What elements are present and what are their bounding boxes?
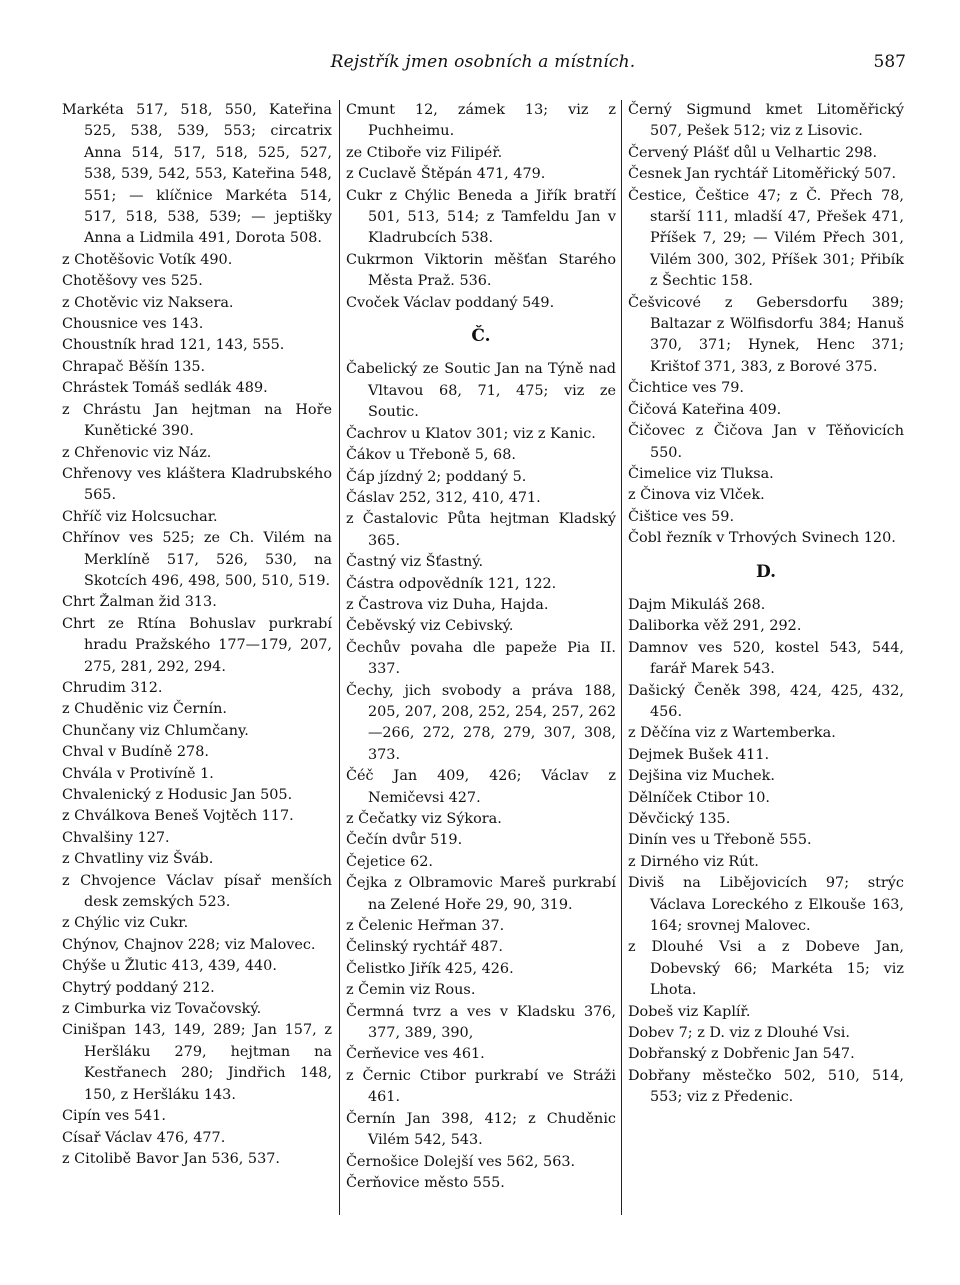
index-entry: Čejka z Olbramovic Mareš purkrabí na Zelené Hoře 29, 90, 319. [346, 875, 616, 913]
index-entry: Černý Sigmund kmet Litoměřický 507, Pešek 512; viz z Lisovic. [628, 102, 904, 140]
index-entry: Dobev 7; z D. viz z Dlouhé Vsi. [628, 1025, 850, 1042]
index-entry: z Chrástu Jan hejtman na Hoře Kunětické 390. [62, 401, 332, 440]
index-entry: Čobl řezník v Trhových Svinech 120. [628, 530, 896, 547]
index-entry: Dejmek Bušek 411. [628, 746, 770, 763]
index-entry: Chýnov, Chajnov 228; viz Malovec. [62, 936, 316, 953]
index-entry: Čachrov u Klatov 301; viz z Kanic. [346, 425, 596, 442]
index-entry: Diviš na Libějovicích 97; strýc Václava Loreckého z Elkouše 163, 164; srovnej Malovec. [628, 875, 904, 935]
index-entry: Čermná tvrz a ves v Kladsku 376, 377, 389, 390, [346, 1003, 616, 1042]
index-entry: Dašický Čeněk 398, 424, 425, 432, 456. [628, 682, 904, 720]
index-entry: Čelistko Jiřík 425, 426. [346, 960, 514, 977]
index-entry: Černošice Dolejší ves 562, 563. [346, 1153, 576, 1170]
index-entry: Černín Jan 398, 412; z Chuděnic Vilém 542, 543. [346, 1110, 616, 1149]
index-entry: z Čelenic Heřman 37. [346, 918, 505, 935]
index-entry: Čechův povaha dle papeže Pia II. 337. [346, 639, 616, 678]
index-entry: Čéč Jan 409, 426; Václav z Nemičevsi 427. [346, 768, 616, 806]
index-entry: z Chvojence Václav písař menších desk zemských 523. [62, 872, 332, 911]
index-entry: Dejšina viz Muchek. [628, 768, 775, 785]
index-entry: Dinín ves u Třeboně 555. [628, 832, 812, 849]
index-entry: z Chýlic viz Cukr. [62, 915, 189, 932]
index-entry: Čičová Kateřina 409. [628, 401, 782, 418]
index-entry: Chrástek Tomáš sedlák 489. [62, 380, 268, 397]
index-entry: Chrt Žalman žid 313. [62, 594, 217, 611]
index-entry: Částra odpovědník 121, 122. [346, 575, 557, 592]
index-entry: z Chotěvic viz Naksera. [62, 294, 234, 311]
index-entry: Chýše u Žlutic 413, 439, 440. [62, 958, 277, 975]
section-letter-heading: D. [755, 561, 777, 582]
index-entry: Chvalšiny 127. [62, 829, 170, 846]
index-entry: Chrt ze Rtína Bohuslav purkrabí hradu Pražského 177—179, 207, 275, 281, 292, 294. [62, 615, 332, 675]
index-entry: Čimelice viz Tluksa. [628, 465, 774, 482]
index-entry: Čištice ves 59. [628, 508, 735, 525]
column-divider [621, 100, 622, 1215]
index-entry: Čejetice 62. [346, 853, 433, 870]
index-entry: z Chuděnic viz Černín. [62, 701, 227, 718]
index-entry: Chvála v Protivíně 1. [62, 765, 214, 782]
index-entry: Cinišpan 143, 149, 289; Jan 157, z Heršláku 279, hejtman na Kestřanech 280; Jindřich 148, 150, z Heršláku 143. [62, 1022, 332, 1103]
index-entry: z Černic Ctibor purkrabí ve Stráži 461. [346, 1067, 616, 1106]
running-title: Rejstřík jmen osobních a místních. [330, 52, 636, 72]
page-number: 587 [873, 52, 906, 72]
index-entry: Chvalenický z Hodusic Jan 505. [62, 787, 293, 803]
index-entry: z Častrova viz Duha, Hajda. [346, 596, 549, 613]
index-entry: Chrudim 312. [62, 679, 163, 696]
index-entry: ze Ctiboře viz Filipéř. [346, 144, 503, 161]
index-entry: Čáslav 252, 312, 410, 471. [346, 489, 541, 506]
index-entry: Dělníček Ctibor 10. [628, 789, 771, 806]
index-entry: Děvčický 135. [628, 811, 731, 827]
index-entry: z Cuclavě Štěpán 471, 479. [346, 166, 546, 183]
index-entry: Chunčany viz Chlumčany. [62, 722, 249, 739]
index-entry: Čičovec z Čičova Jan v Těňovicích 550. [628, 423, 904, 461]
index-column-1 [62, 100, 332, 1170]
index-entry: Češvicové z Gebersdorfu 389; Baltazar z Wölfisdorfu 384; Hanuš 370, 371; Hynek, Henc 371; Krištof 371, 383, z Borové 375. [628, 294, 904, 375]
index-entry: z Chválkova Beneš Vojtěch 117. [62, 808, 294, 825]
index-entry: Čestice, Češtice 47; z Č. Přech 78, starší 111, mladší 47, Přešek 471, Příšek 7, 29; — Vilém Přech 301, Vilém 300, 302, Příšek 301; Přibík z Šechtic 158. [628, 187, 904, 290]
index-entry: Čechy, jich svobody a práva 188, 205, 207, 208, 252, 254, 257, 262—266, 272, 278, 279, 307, 308, 373. [346, 682, 616, 763]
index-entry: Červený Plášť důl u Velhartic 298. [628, 144, 878, 161]
index-entry: z Častalovic Půta hejtman Kladský 365. [346, 511, 616, 549]
index-entry: z Cimburka viz Tovačovský. [62, 1001, 262, 1018]
index-entry: Čáp jízdný 2; poddaný 5. [346, 468, 527, 485]
page-header [60, 52, 906, 80]
index-entry: Chytrý poddaný 212. [62, 979, 215, 996]
index-entry: Markéta 517, 518, 550, Kateřina 525, 538, 539, 553; circatrix Anna 514, 517, 518, 525, 527, 538, 539, 542, 553, Kateřina 548, 551; — klíčnice Markéta 514, 517, 518, 538, 539; — jeptišky Anna a Lidmila 491, Dorota 508. [62, 102, 332, 247]
index-entry: Čečín dvůr 519. [346, 832, 463, 849]
index-entry: Cipín ves 541. [62, 1108, 166, 1125]
index-entry: z Citolibě Bavor Jan 536, 537. [62, 1150, 280, 1167]
index-entry: Chříč viz Holcsuchar. [62, 508, 218, 525]
index-entry: Chotěšovy ves 525. [62, 273, 203, 290]
index-entry: Čichtice ves 79. [628, 380, 744, 397]
index-entry: Chřínov ves 525; ze Ch. Vilém na Merklíně 517, 526, 530, na Skotcích 496, 498, 500, 510, 519. [62, 530, 332, 589]
index-entry: Dobřanský z Dobřenic Jan 547. [628, 1046, 855, 1063]
index-entry: Chřenovy ves kláštera Kladrubského 565. [62, 465, 332, 504]
index-entry: Čerňovice město 555. [346, 1174, 505, 1191]
index-entry: Čeběvský viz Cebivský. [346, 618, 514, 635]
index-entry: Cukr z Chýlic Beneda a Jiřík bratří 501, 513, 514; z Tamfeldu Jan v Kladrubcích 538. [346, 187, 616, 247]
index-entry: z Čečatky viz Sýkora. [346, 811, 502, 827]
index-entry: Častný viz Šťastný. [346, 554, 484, 571]
index-entry: z Chotěšovic Votík 490. [62, 251, 233, 268]
index-entry: Cmunt 12, zámek 13; viz z Puchheimu. [346, 102, 616, 140]
index-entry: Císař Václav 476, 477. [62, 1129, 226, 1146]
index-entry: Čabelický ze Soutic Jan na Týně nad Vltavou 68, 71, 475; viz ze Soutic. [346, 361, 616, 421]
index-entry: z Děčína viz z Wartemberka. [628, 725, 836, 742]
index-entry: Česnek Jan rychtář Litoměřický 507. [628, 166, 897, 183]
index-entry: Chval v Budíně 278. [62, 744, 209, 761]
index-entry: Dajm Mikuláš 268. [628, 596, 766, 613]
index-entry: z Činova viz Vlček. [628, 487, 765, 504]
index-entry: Čákov u Třeboně 5, 68. [346, 447, 516, 464]
section-letter-heading: Č. [471, 326, 491, 347]
index-entry: Dobřany městečko 502, 510, 514, 553; viz z Předenic. [628, 1067, 904, 1106]
index-entry: Čerňevice ves 461. [346, 1046, 485, 1063]
index-entry: Cukrmon Viktorin měšťan Starého Města Praž. 536. [346, 251, 616, 290]
index-entry: Čelinský rychtář 487. [346, 939, 504, 956]
index-entry: z Dlouhé Vsi a z Dobeve Jan, Dobevský 66; Markéta 15; viz Lhota. [628, 939, 904, 999]
index-column-3 [628, 100, 904, 1109]
index-entry: Daliborka věž 291, 292. [628, 618, 802, 635]
index-entry: z Chřenovic viz Náz. [62, 444, 212, 461]
index-entry: z Chvatliny viz Šváb. [62, 851, 214, 868]
index-entry: Damnov ves 520, kostel 543, 544, farář Marek 543. [628, 639, 904, 678]
index-column-2 [346, 100, 616, 1194]
index-entry: z Dirného viz Rút. [628, 853, 759, 870]
index-entry: Choustník hrad 121, 143, 555. [62, 337, 285, 354]
column-divider [339, 100, 340, 1215]
index-entry: Chrapač Běšín 135. [62, 358, 206, 375]
index-entry: z Čemin viz Rous. [346, 982, 476, 999]
index-entry: Chousnice ves 143. [62, 316, 204, 333]
index-entry: Dobeš viz Kaplíř. [628, 1003, 751, 1020]
index-entry: Cvoček Václav poddaný 549. [346, 294, 555, 311]
